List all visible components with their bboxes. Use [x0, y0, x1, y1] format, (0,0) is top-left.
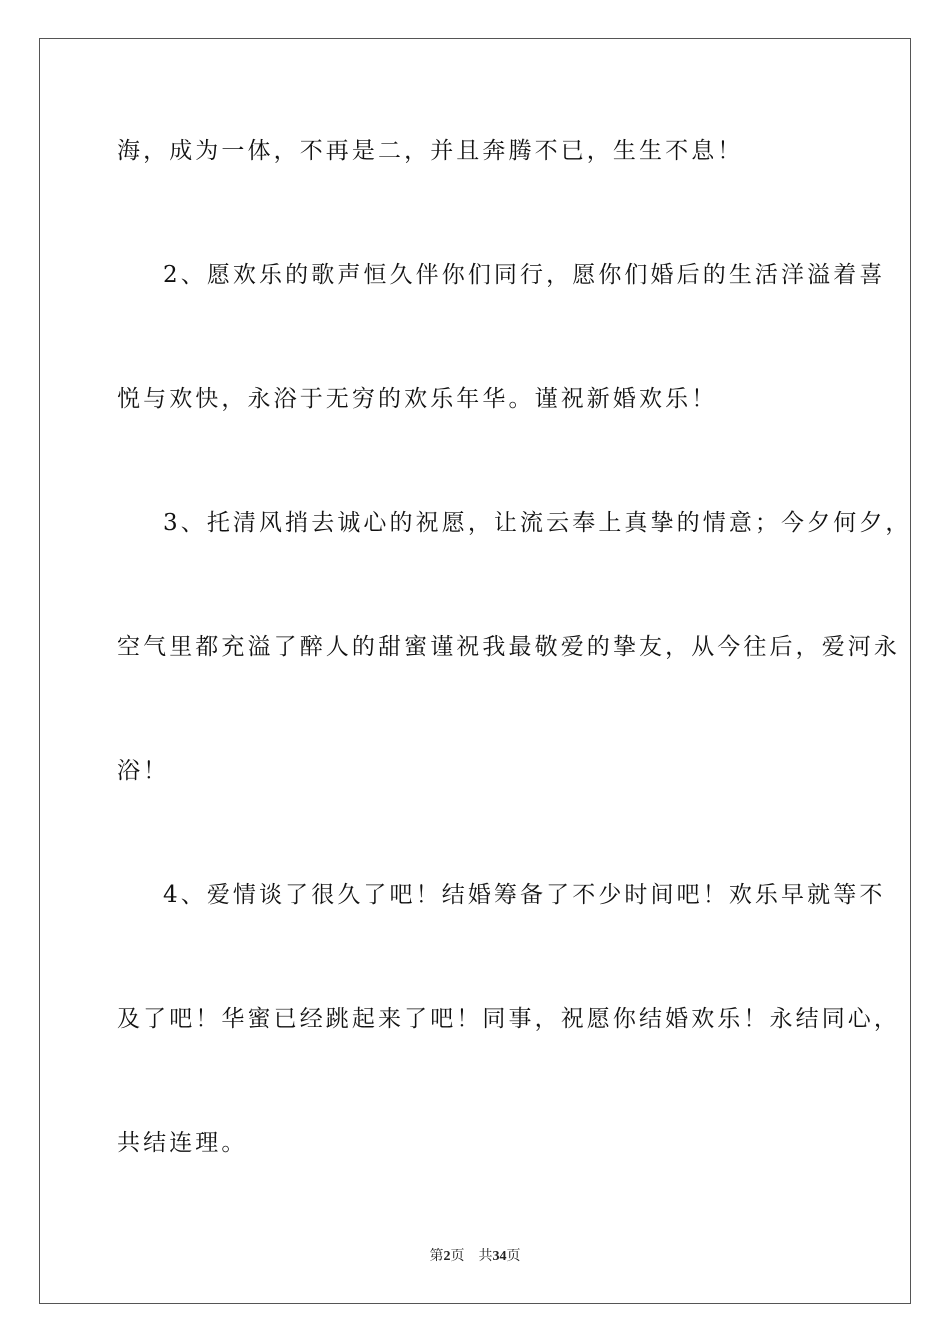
body-line-3: 悦与欢快，永浴于无穷的欢乐年华。谨祝新婚欢乐！ — [117, 386, 718, 412]
body-line-6: 浴！ — [117, 758, 170, 784]
total-pages: 34 — [492, 1249, 507, 1264]
body-line-5: 空气里都充溢了醉人的甜蜜谨祝我最敬爱的挚友，从今往后，爱河永 — [117, 634, 900, 660]
body-line-8: 及了吧！华蜜已经跳起来了吧！同事，祝愿你结婚欢乐！永结同心， — [117, 1006, 900, 1032]
page-prefix: 第 — [429, 1249, 444, 1264]
page-number: 2 — [443, 1249, 451, 1264]
total-suffix: 页 — [506, 1249, 521, 1264]
body-line-4: 3、托清风捎去诚心的祝愿，让流云奉上真挚的情意；今夕何夕， — [163, 510, 912, 536]
body-line-1: 海，成为一体，不再是二，并且奔腾不已，生生不息！ — [117, 138, 744, 164]
page-footer — [0, 1248, 950, 1266]
total-prefix: 共 — [478, 1249, 493, 1264]
body-line-7: 4、爱情谈了很久了吧！结婚筹备了不少时间吧！欢乐早就等不 — [163, 882, 886, 908]
page-border — [39, 38, 911, 1304]
body-line-9: 共结连理。 — [117, 1130, 248, 1156]
page-suffix: 页 — [450, 1249, 465, 1264]
body-line-2: 2、愿欢乐的歌声恒久伴你们同行，愿你们婚后的生活洋溢着喜 — [163, 262, 886, 288]
